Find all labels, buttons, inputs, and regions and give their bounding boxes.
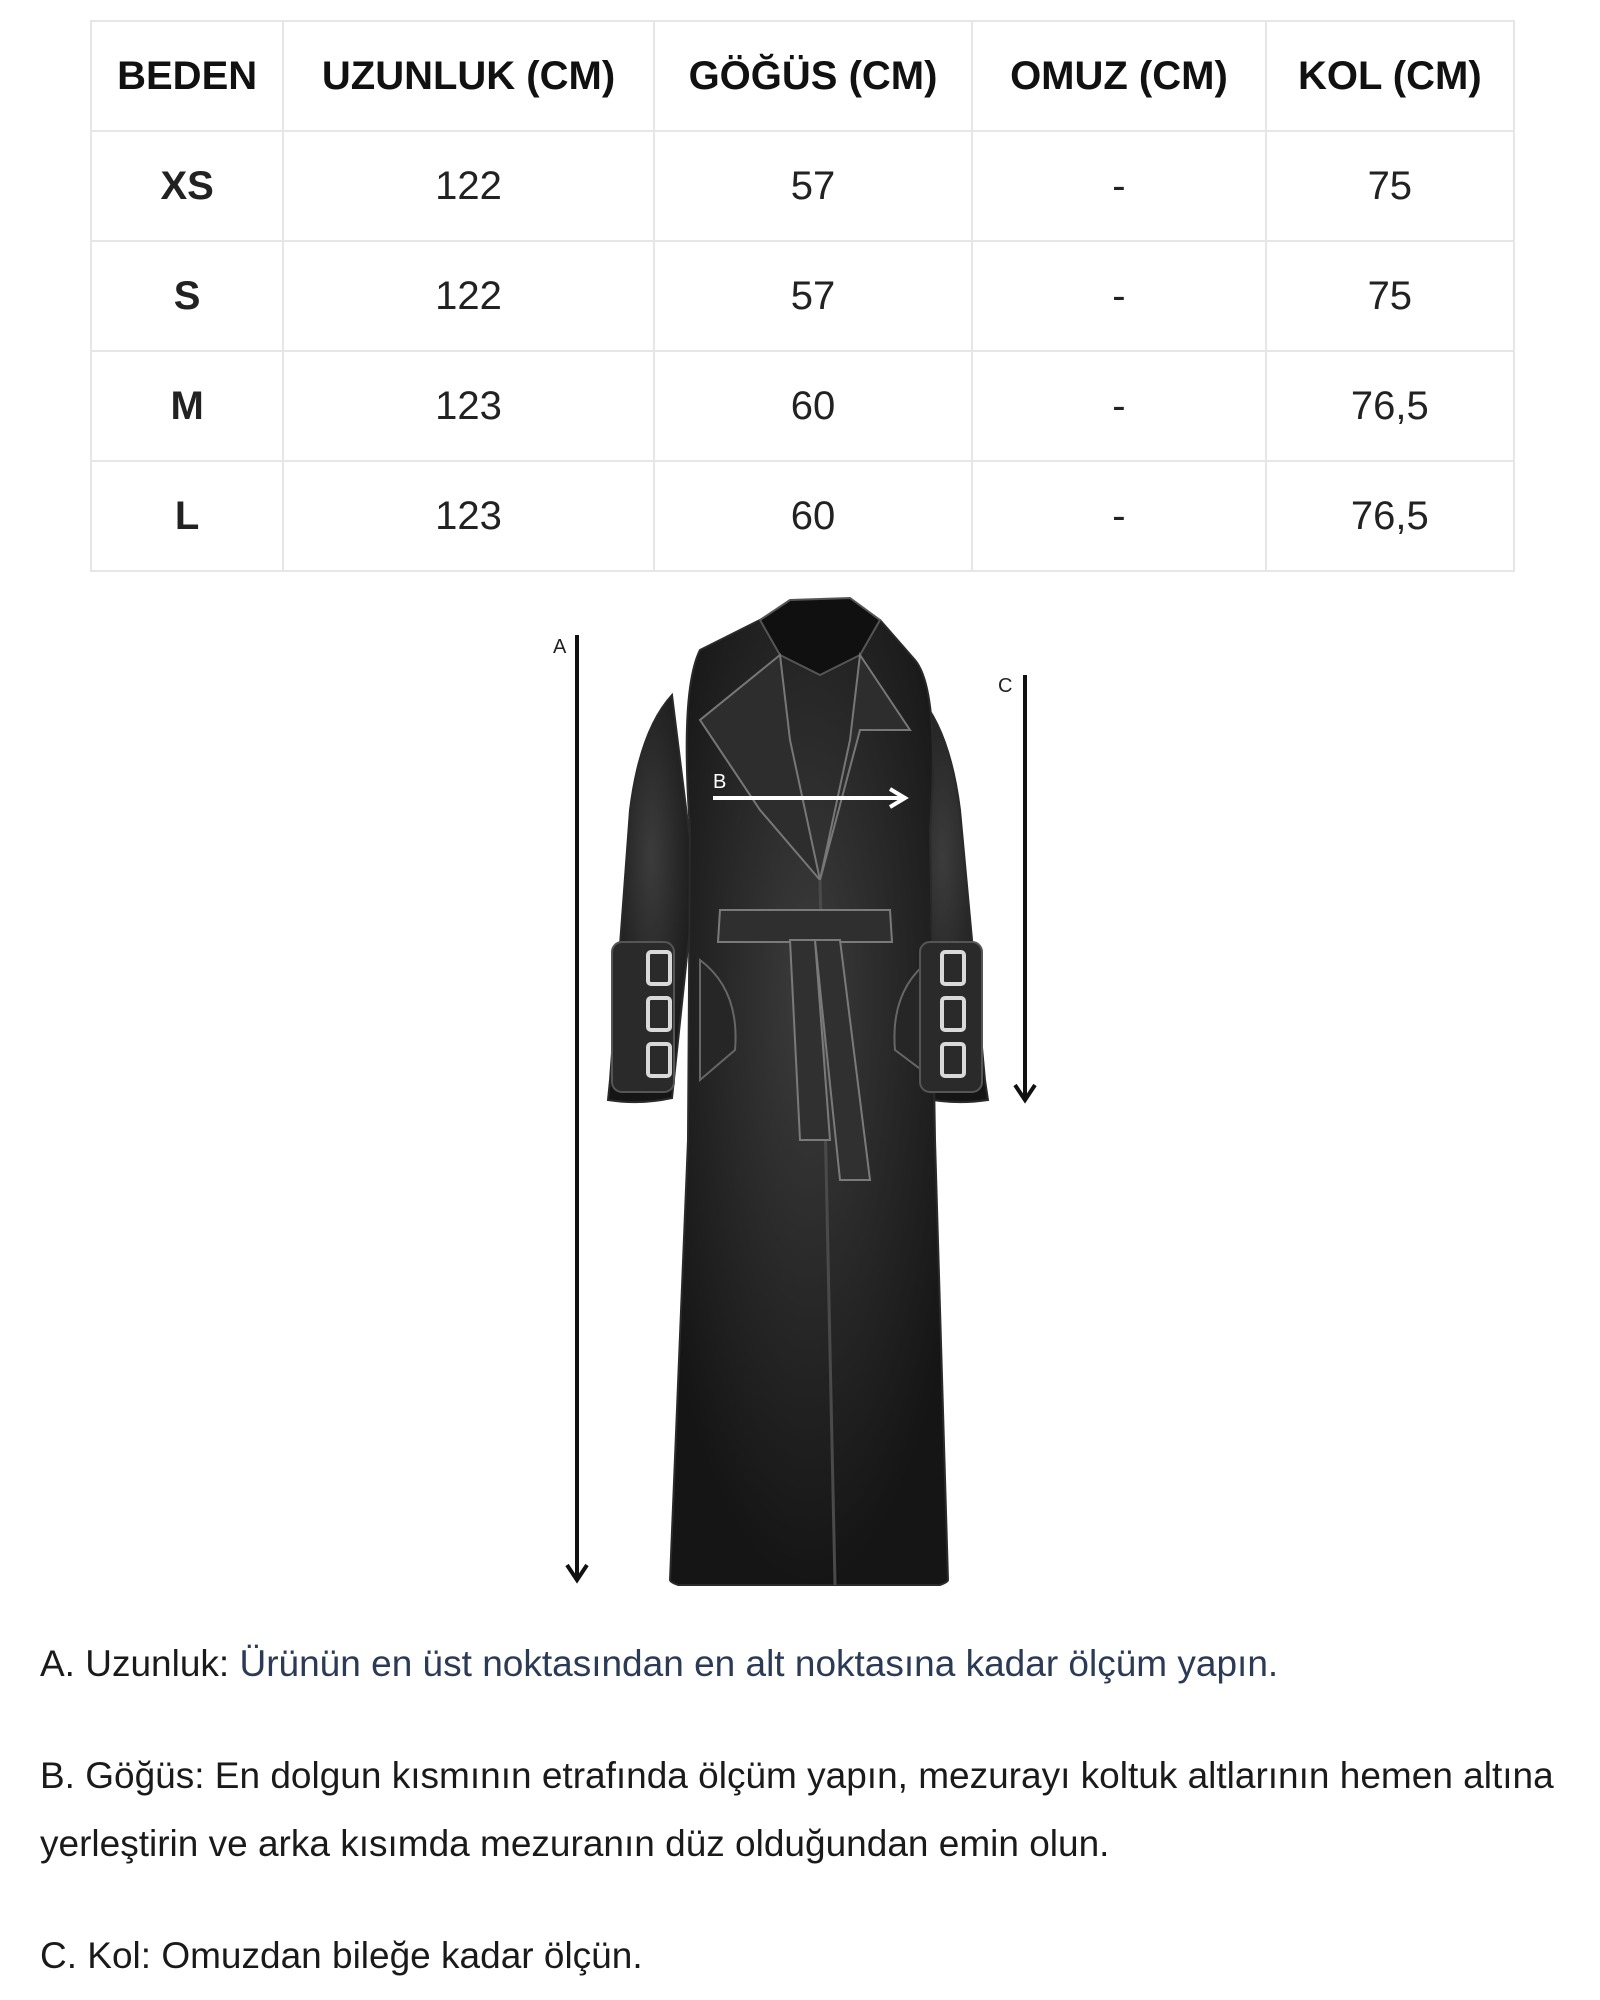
coat-diagram — [0, 580, 1600, 1610]
sleeve-arrow-c — [998, 675, 1035, 1100]
size-cell: XS — [91, 131, 283, 241]
size-cell: S — [91, 241, 283, 351]
label-a: A — [553, 636, 567, 658]
chest-cell: 60 — [654, 351, 972, 461]
sleeve-cell: 76,5 — [1266, 461, 1514, 571]
header-omuz: OMUZ (CM) — [972, 21, 1265, 131]
length-arrow-a — [553, 635, 587, 1580]
shoulder-cell: - — [972, 351, 1265, 461]
chest-cell: 57 — [654, 131, 972, 241]
table-row — [91, 461, 1514, 571]
shoulder-cell: - — [972, 241, 1265, 351]
header-kol: KOL (CM) — [1266, 21, 1514, 131]
size-cell: L — [91, 461, 283, 571]
shoulder-cell: - — [972, 461, 1265, 571]
note-length — [40, 1630, 1278, 1698]
note-length-text: Ürünün en üst noktasından en alt noktasına kadar ölçüm yapın. — [239, 1643, 1279, 1684]
table-row — [91, 351, 1514, 461]
header-gogus: GÖĞÜS (CM) — [654, 21, 972, 131]
length-cell: 122 — [283, 131, 654, 241]
table-row — [91, 131, 1514, 241]
label-c: C — [998, 675, 1013, 697]
sleeve-cell: 75 — [1266, 241, 1514, 351]
note-sleeve: C. Kol: Omuzdan bileğe kadar ölçün. — [40, 1935, 643, 1976]
sleeve-cell: 75 — [1266, 131, 1514, 241]
measurement-figure — [0, 580, 1600, 1610]
chest-cell: 57 — [654, 241, 972, 351]
size-cell: M — [91, 351, 283, 461]
table-row — [91, 241, 1514, 351]
label-b: B — [713, 771, 727, 793]
coat-illustration — [608, 598, 988, 1585]
length-cell: 122 — [283, 241, 654, 351]
chest-cell: 60 — [654, 461, 972, 571]
shoulder-cell: - — [972, 131, 1265, 241]
note-length-prefix: A. Uzunluk: — [40, 1643, 240, 1684]
header-beden: BEDEN — [91, 21, 283, 131]
sleeve-cell: 76,5 — [1266, 351, 1514, 461]
size-chart-table — [90, 20, 1515, 572]
table-header-row — [91, 21, 1514, 131]
note-chest: B. Göğüs: En dolgun kısmının etrafında ölçüm yapın, mezurayı koltuk altlarının hemen altına yerleştirin ve arka kısımda mezuranın düz olduğundan emin olun. — [40, 1755, 1554, 1864]
length-cell: 123 — [283, 461, 654, 571]
header-uzunluk: UZUNLUK (CM) — [283, 21, 654, 131]
length-cell: 123 — [283, 351, 654, 461]
